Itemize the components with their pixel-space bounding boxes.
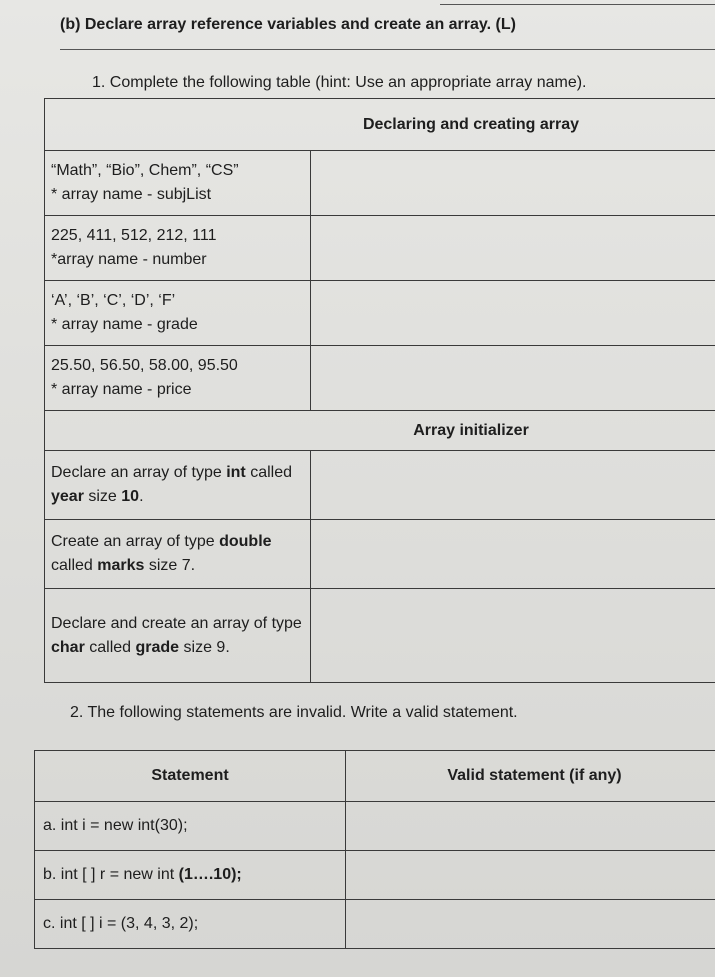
- instruction-cell: Create an array of type double called marks size 7.: [45, 520, 311, 589]
- section-heading: (b) Declare array reference variables and create an array. (L): [60, 16, 516, 33]
- invalid-statements-table: [34, 750, 715, 949]
- answer-cell[interactable]: [311, 520, 715, 589]
- answer-cell[interactable]: [346, 900, 715, 949]
- table-row: [45, 151, 715, 216]
- array-name-hint: * array name - grade: [51, 316, 198, 333]
- top-rule: [440, 4, 715, 5]
- array-name-hint: *array name - number: [51, 251, 207, 268]
- values-text: 25.50, 56.50, 58.00, 95.50: [51, 357, 238, 374]
- table-row: [45, 451, 715, 520]
- answer-cell[interactable]: [311, 216, 715, 281]
- table-row: [45, 589, 715, 683]
- answer-cell[interactable]: [311, 151, 715, 216]
- values-cell: [45, 216, 311, 281]
- array-initializer-header: Array initializer: [45, 411, 715, 451]
- array-name-hint: * array name - price: [51, 381, 192, 398]
- table-row: [35, 851, 715, 900]
- values-text: “Math”, “Bio”, Chem”, “CS”: [51, 162, 239, 179]
- table-row: [45, 346, 715, 411]
- values-cell: [45, 281, 311, 346]
- table-row: [45, 281, 715, 346]
- instruction-cell: Declare an array of type int called year size 10.: [45, 451, 311, 520]
- answer-cell[interactable]: [346, 851, 715, 900]
- values-cell: [45, 151, 311, 216]
- answer-cell[interactable]: [346, 802, 715, 851]
- answer-cell[interactable]: [311, 589, 715, 683]
- valid-statement-column-header: Valid statement (if any): [346, 751, 715, 802]
- declare-create-table: [44, 98, 715, 683]
- table-row: [35, 802, 715, 851]
- values-text: 225, 411, 512, 212, 111: [51, 227, 217, 244]
- declaring-header: Declaring and creating array: [45, 99, 715, 151]
- question-2: 2. The following statements are invalid. Write a valid statement.: [70, 704, 518, 721]
- array-name-hint: * array name - subjList: [51, 186, 212, 203]
- statement-cell: c. int [ ] i = (3, 4, 3, 2);: [35, 900, 346, 949]
- values-cell: [45, 346, 311, 411]
- table-row: [45, 216, 715, 281]
- heading-rule: [60, 49, 715, 50]
- answer-cell[interactable]: [311, 451, 715, 520]
- statement-column-header: Statement: [35, 751, 346, 802]
- statement-cell: a. int i = new int(30);: [35, 802, 346, 851]
- table-row: [45, 520, 715, 589]
- values-text: ‘A’, ‘B’, ‘C’, ‘D’, ‘F’: [51, 292, 176, 309]
- answer-cell[interactable]: [311, 346, 715, 411]
- statement-cell: b. int [ ] r = new int (1….10);: [35, 851, 346, 900]
- instruction-cell: Declare and create an array of type char called grade size 9.: [45, 589, 311, 683]
- answer-cell[interactable]: [311, 281, 715, 346]
- table-row: [35, 900, 715, 949]
- question-1: 1. Complete the following table (hint: Use an appropriate array name).: [92, 74, 587, 91]
